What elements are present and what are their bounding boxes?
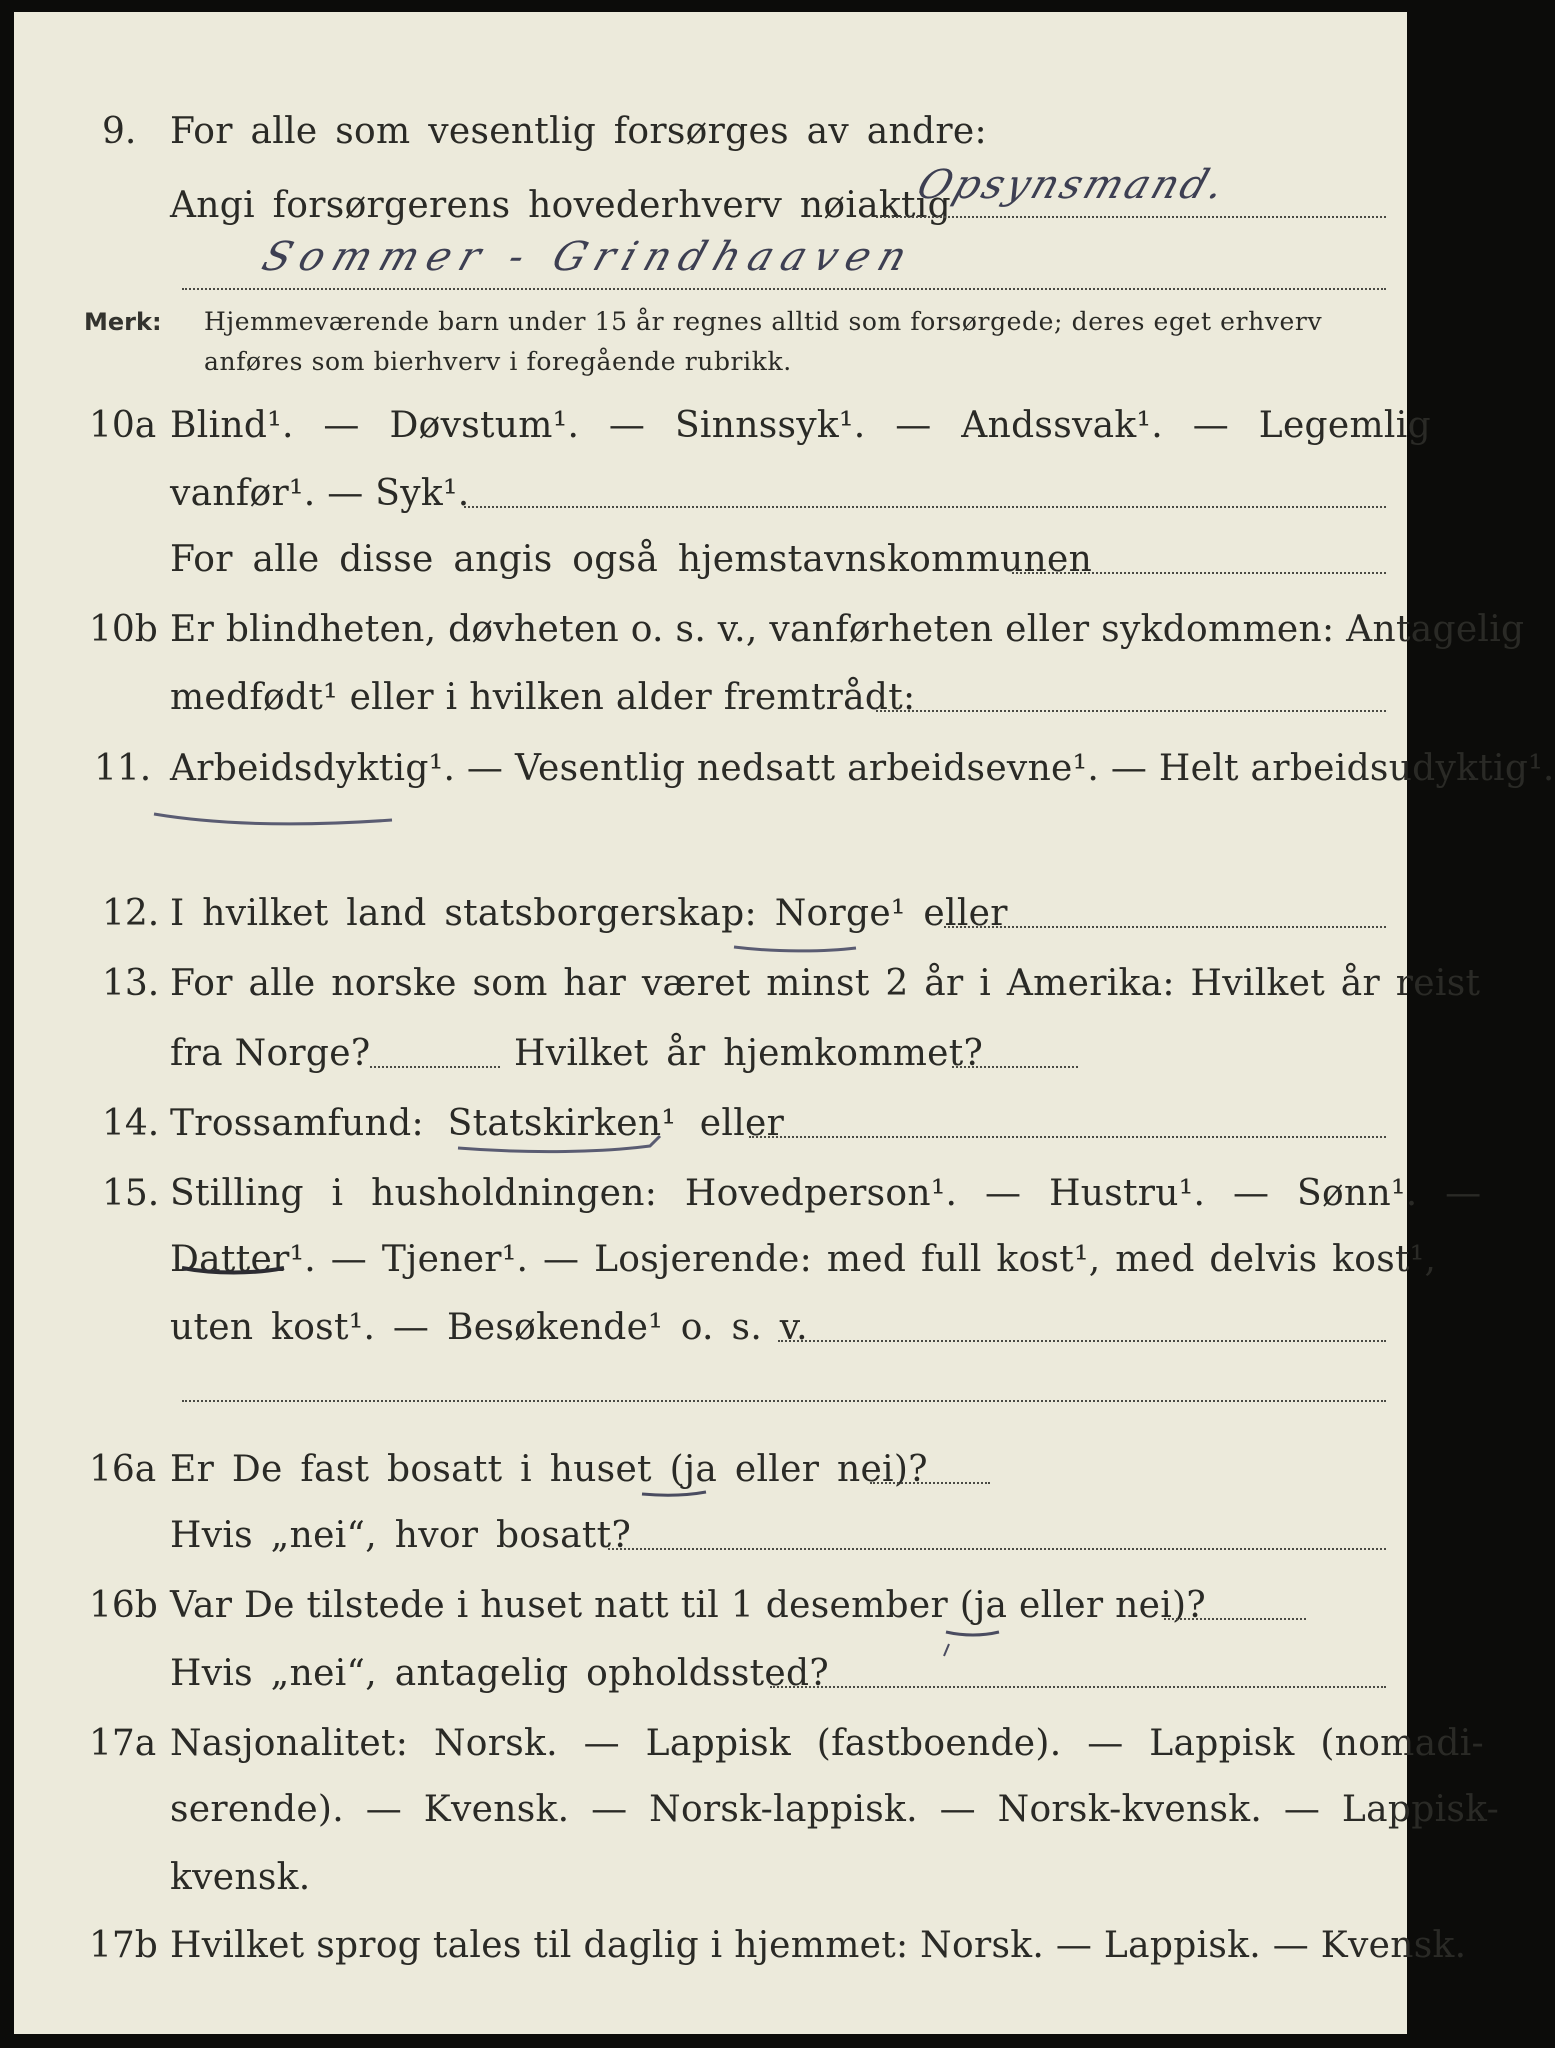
q10b-line1: Er blindheten, døvheten o. s. v., vanførheten eller sykdommen: Antagelig: [170, 609, 1525, 650]
underline-datter: [182, 1268, 284, 1273]
q16b-line2: Hvis „nei“, antagelig opholdssted?: [170, 1653, 829, 1694]
q17a-line3: kvensk.: [170, 1857, 311, 1898]
q12-number: 12.: [102, 893, 160, 934]
q12-line1: I hvilket land statsborgerskap: Norge¹ eller: [170, 893, 1008, 934]
q13-number: 13.: [102, 963, 160, 1004]
q10a-line1: Blind¹. — Døvstum¹. — Sinnssyk¹. — Andssvak¹. — Legemlig: [170, 405, 1431, 446]
q9-number: 9.: [102, 111, 137, 152]
census-form-page: [14, 12, 1555, 2034]
pencil-marks: [14, 12, 1407, 2034]
q14-number: 14.: [102, 1103, 160, 1144]
q13-line2a: fra Norge?: [170, 1033, 371, 1074]
q17b-number: 17b: [89, 1925, 158, 1966]
q15-line3: uten kost¹. — Besøkende¹ o. s. v.: [170, 1307, 808, 1348]
q17a-line1: Nasjonalitet: Norsk. — Lappisk (fastboende). — Lappisk (nomadi-: [170, 1723, 1485, 1764]
q10a-line3: For alle disse angis også hjemstavnskommunen: [170, 539, 1093, 580]
q10b-line2: medfødt¹ eller i hvilken alder fremtrådt:: [170, 677, 916, 718]
q10b-number: 10b: [89, 609, 158, 650]
q17a-line2: serende). — Kvensk. — Norsk-lappisk. — Norsk-kvensk. — Lappisk-: [170, 1789, 1500, 1830]
q11-number: 11.: [94, 748, 152, 789]
q13-line1: For alle norske som har været minst 2 år i Amerika: Hvilket år reist: [170, 963, 1481, 1004]
q9-handwritten-answer-1: Opsynsmand.: [911, 162, 1234, 208]
q10a-number: 10a: [89, 405, 157, 446]
q16b-line1: Var De tilstede i huset natt til 1 desember (ja eller nei)?: [170, 1585, 1206, 1626]
q16a-line2: Hvis „nei“, hvor bosatt?: [170, 1515, 632, 1556]
merk-line2: anføres som bierhverv i foregående rubrikk.: [204, 347, 792, 376]
q13-line2b: Hvilket år hjemkommet?: [514, 1033, 984, 1074]
underline-ja-16b: [946, 1632, 999, 1635]
merk-line1: Hjemmeværende barn under 15 år regnes alltid som forsørgede; deres eget erhverv: [204, 307, 1323, 336]
q16b-number: 16b: [89, 1585, 158, 1626]
q9-line2: Angi forsørgerens hovederhverv nøiaktig: [170, 185, 951, 226]
q9-handwritten-answer-2: Sommer - Grindhaaven: [256, 234, 922, 280]
underline-arbeidsdyktig: [154, 814, 392, 824]
q17b-line1: Hvilket sprog tales til daglig i hjemmet: Norsk. — Lappisk. — Kvensk.: [170, 1925, 1467, 1966]
q15-line2: Datter¹. — Tjener¹. — Losjerende: med full kost¹, med delvis kost¹,: [170, 1239, 1437, 1280]
tick-16b: [944, 1644, 949, 1656]
q16a-number: 16a: [89, 1449, 157, 1490]
q9-line1: For alle som vesentlig forsørges av andre:: [170, 111, 987, 152]
underline-norge: [734, 947, 856, 951]
underline-statskirken: [458, 1136, 660, 1152]
merk-label: Merk:: [84, 308, 162, 336]
q16a-line1: Er De fast bosatt i huset (ja eller nei)?: [170, 1449, 928, 1490]
q15-number: 15.: [102, 1173, 160, 1214]
q15-line1: Stilling i husholdningen: Hovedperson¹. — Hustru¹. — Sønn¹. —: [170, 1173, 1482, 1214]
q11-line1: Arbeidsdyktig¹. — Vesentlig nedsatt arbeidsevne¹. — Helt arbeidsudyktig¹.: [170, 748, 1555, 789]
q10a-line2: vanfør¹. — Syk¹.: [170, 473, 470, 514]
underline-ja-16a: [642, 1492, 706, 1495]
q17a-number: 17a: [89, 1723, 157, 1764]
q14-line1: Trossamfund: Statskirken¹ eller: [170, 1103, 785, 1144]
